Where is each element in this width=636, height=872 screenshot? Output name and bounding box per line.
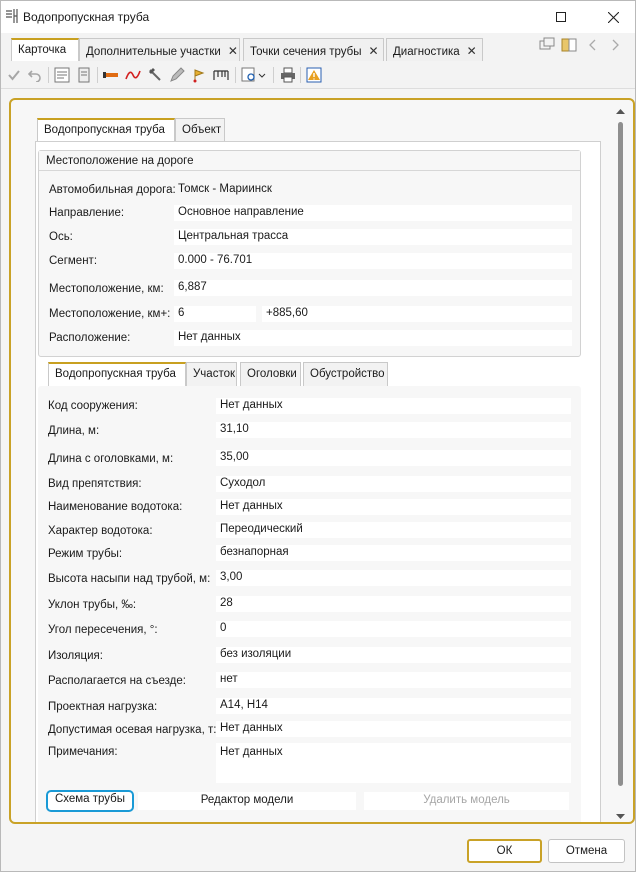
on-ramp-field[interactable]: нет [216,672,571,688]
watercourse-name-field[interactable]: Нет данных [216,499,571,515]
tab-object[interactable] [175,118,225,142]
location-group-title: Местоположение на дороге [39,151,580,171]
field-label: Допустимая осевая нагрузка, т: [48,724,217,736]
field-label: Уклон трубы, ‰: [48,599,137,611]
embankment-height-field[interactable]: 3,00 [216,570,571,586]
title-bar [1,1,635,33]
tab-card[interactable] [11,38,79,61]
chevron-right-icon[interactable] [607,37,623,53]
length-with-headwalls-field[interactable]: 35,00 [216,450,571,466]
notes-field[interactable]: Нет данных [216,743,571,783]
direction-field[interactable]: Основное направление [174,205,572,221]
segment-label: Сегмент: [49,255,98,267]
tab-label: Обустройство [310,368,385,380]
warning-icon[interactable] [305,66,323,84]
culvert-panel [35,141,601,824]
road-label: Автомобильная дорога: [49,184,176,196]
chevron-left-icon[interactable] [585,37,601,53]
hammer-icon[interactable] [146,66,164,84]
pipe-slope-field[interactable]: 28 [216,596,571,612]
road-value: Томск - Мариинск [178,183,272,195]
tab-label: Карточка [18,44,67,56]
pencil-icon[interactable] [168,66,186,84]
tab-label: Участок [193,368,236,380]
tab-diagnostics[interactable] [386,38,483,61]
tab-label: Оголовки [247,368,297,380]
direction-label: Направление: [49,207,125,219]
kmplus-m-field[interactable]: +885,60 [262,306,572,322]
measure-icon[interactable] [212,66,230,84]
km-label: Местоположение, км: [49,283,164,295]
close-tab-icon[interactable]: ✕ [227,44,238,58]
tab-cross-section-points[interactable] [243,38,384,61]
axis-label: Ось: [49,231,73,243]
tab-label: Водопропускная труба [55,368,176,380]
field-label: Вид препятствия: [48,478,142,490]
obstacle-type-field[interactable]: Суходол [216,476,571,492]
tab-label: Диагностика [393,46,460,58]
maximize-button[interactable] [541,1,581,33]
field-label: Высота насыпи над трубой, м: [48,573,211,585]
toolbar [1,61,635,89]
crossing-angle-field[interactable]: 0 [216,621,571,637]
tab-tools [539,37,629,55]
segment-field[interactable]: 0.000 - 76.701 [174,253,572,269]
undo-icon[interactable] [26,66,44,84]
cascade-windows-icon[interactable] [539,37,555,53]
culvert-app-icon [5,8,21,24]
pipe-mode-field[interactable]: безнапорная [216,545,571,561]
tab-culvert-details[interactable] [48,362,186,386]
polyline-red-icon[interactable] [124,66,142,84]
field-label: Длина, м: [48,425,100,437]
culvert-fields [38,386,581,824]
object-tabs [37,118,237,142]
ok-button[interactable]: ОК [467,839,542,863]
delete-model-button: Удалить модель [364,792,569,810]
close-tab-icon[interactable]: ✕ [368,44,379,58]
culvert-detail-tabs [48,362,448,386]
insulation-field[interactable]: без изоляции [216,647,571,663]
model-editor-button[interactable]: Редактор модели [138,792,356,810]
tab-label: Точки сечения трубы [250,46,362,58]
point-flag-icon[interactable] [190,66,208,84]
structure-code-field[interactable]: Нет данных [216,398,571,414]
tile-windows-icon[interactable] [561,37,577,53]
field-label: Располагается на съезде: [48,675,186,687]
window-title: Водопропускная труба [23,10,150,24]
field-label: Характер водотока: [48,525,153,537]
field-label: Угол пересечения, °: [48,624,158,636]
field-label: Примечания: [48,746,118,758]
length-field[interactable]: 31,10 [216,422,571,438]
field-label: Изоляция: [48,650,103,662]
kmplus-km-field[interactable]: 6 [174,306,256,322]
tab-headwalls[interactable] [240,362,301,386]
axis-field[interactable]: Центральная трасса [174,229,572,245]
tab-label: Дополнительные участки [86,46,221,58]
watercourse-type-field[interactable]: Переодический [216,522,571,538]
apply-check-icon[interactable] [5,66,23,84]
field-label: Наименование водотока: [48,501,183,513]
position-label: Расположение: [49,332,131,344]
card-content-frame [9,98,635,824]
field-label: Код сооружения: [48,400,138,412]
vertical-scrollbar[interactable] [615,108,625,820]
document-icon[interactable] [75,66,93,84]
km-field[interactable]: 6,887 [174,280,572,296]
cancel-button[interactable]: Отмена [548,839,625,863]
tab-section[interactable] [186,362,237,386]
dialog-buttons [1,831,635,871]
field-label: Длина с оголовками, м: [48,453,174,465]
tab-culvert[interactable] [37,118,175,142]
position-field[interactable]: Нет данных [174,330,572,346]
culvert-tool-icon[interactable] [102,66,120,84]
field-label: Режим трубы: [48,548,123,560]
location-group [38,150,581,357]
print-icon[interactable] [279,66,297,84]
scrollbar-thumb[interactable] [618,122,623,786]
axle-load-field[interactable]: Нет данных [216,721,571,737]
design-load-field[interactable]: А14, Н14 [216,698,571,714]
preview-dropdown-icon[interactable] [240,66,268,84]
close-window-button[interactable] [593,1,633,33]
tab-label: Объект [182,124,222,136]
pipe-scheme-button[interactable]: Схема трубы [46,790,134,812]
kmplus-label: Местоположение, км+: [49,308,171,320]
tab-arrangement[interactable] [303,362,388,386]
form-view-icon[interactable] [53,66,71,84]
close-tab-icon[interactable]: ✕ [466,44,477,58]
tab-additional-sections[interactable] [79,38,240,61]
tab-label: Водопропускная труба [44,124,165,136]
field-label: Проектная нагрузка: [48,701,158,713]
